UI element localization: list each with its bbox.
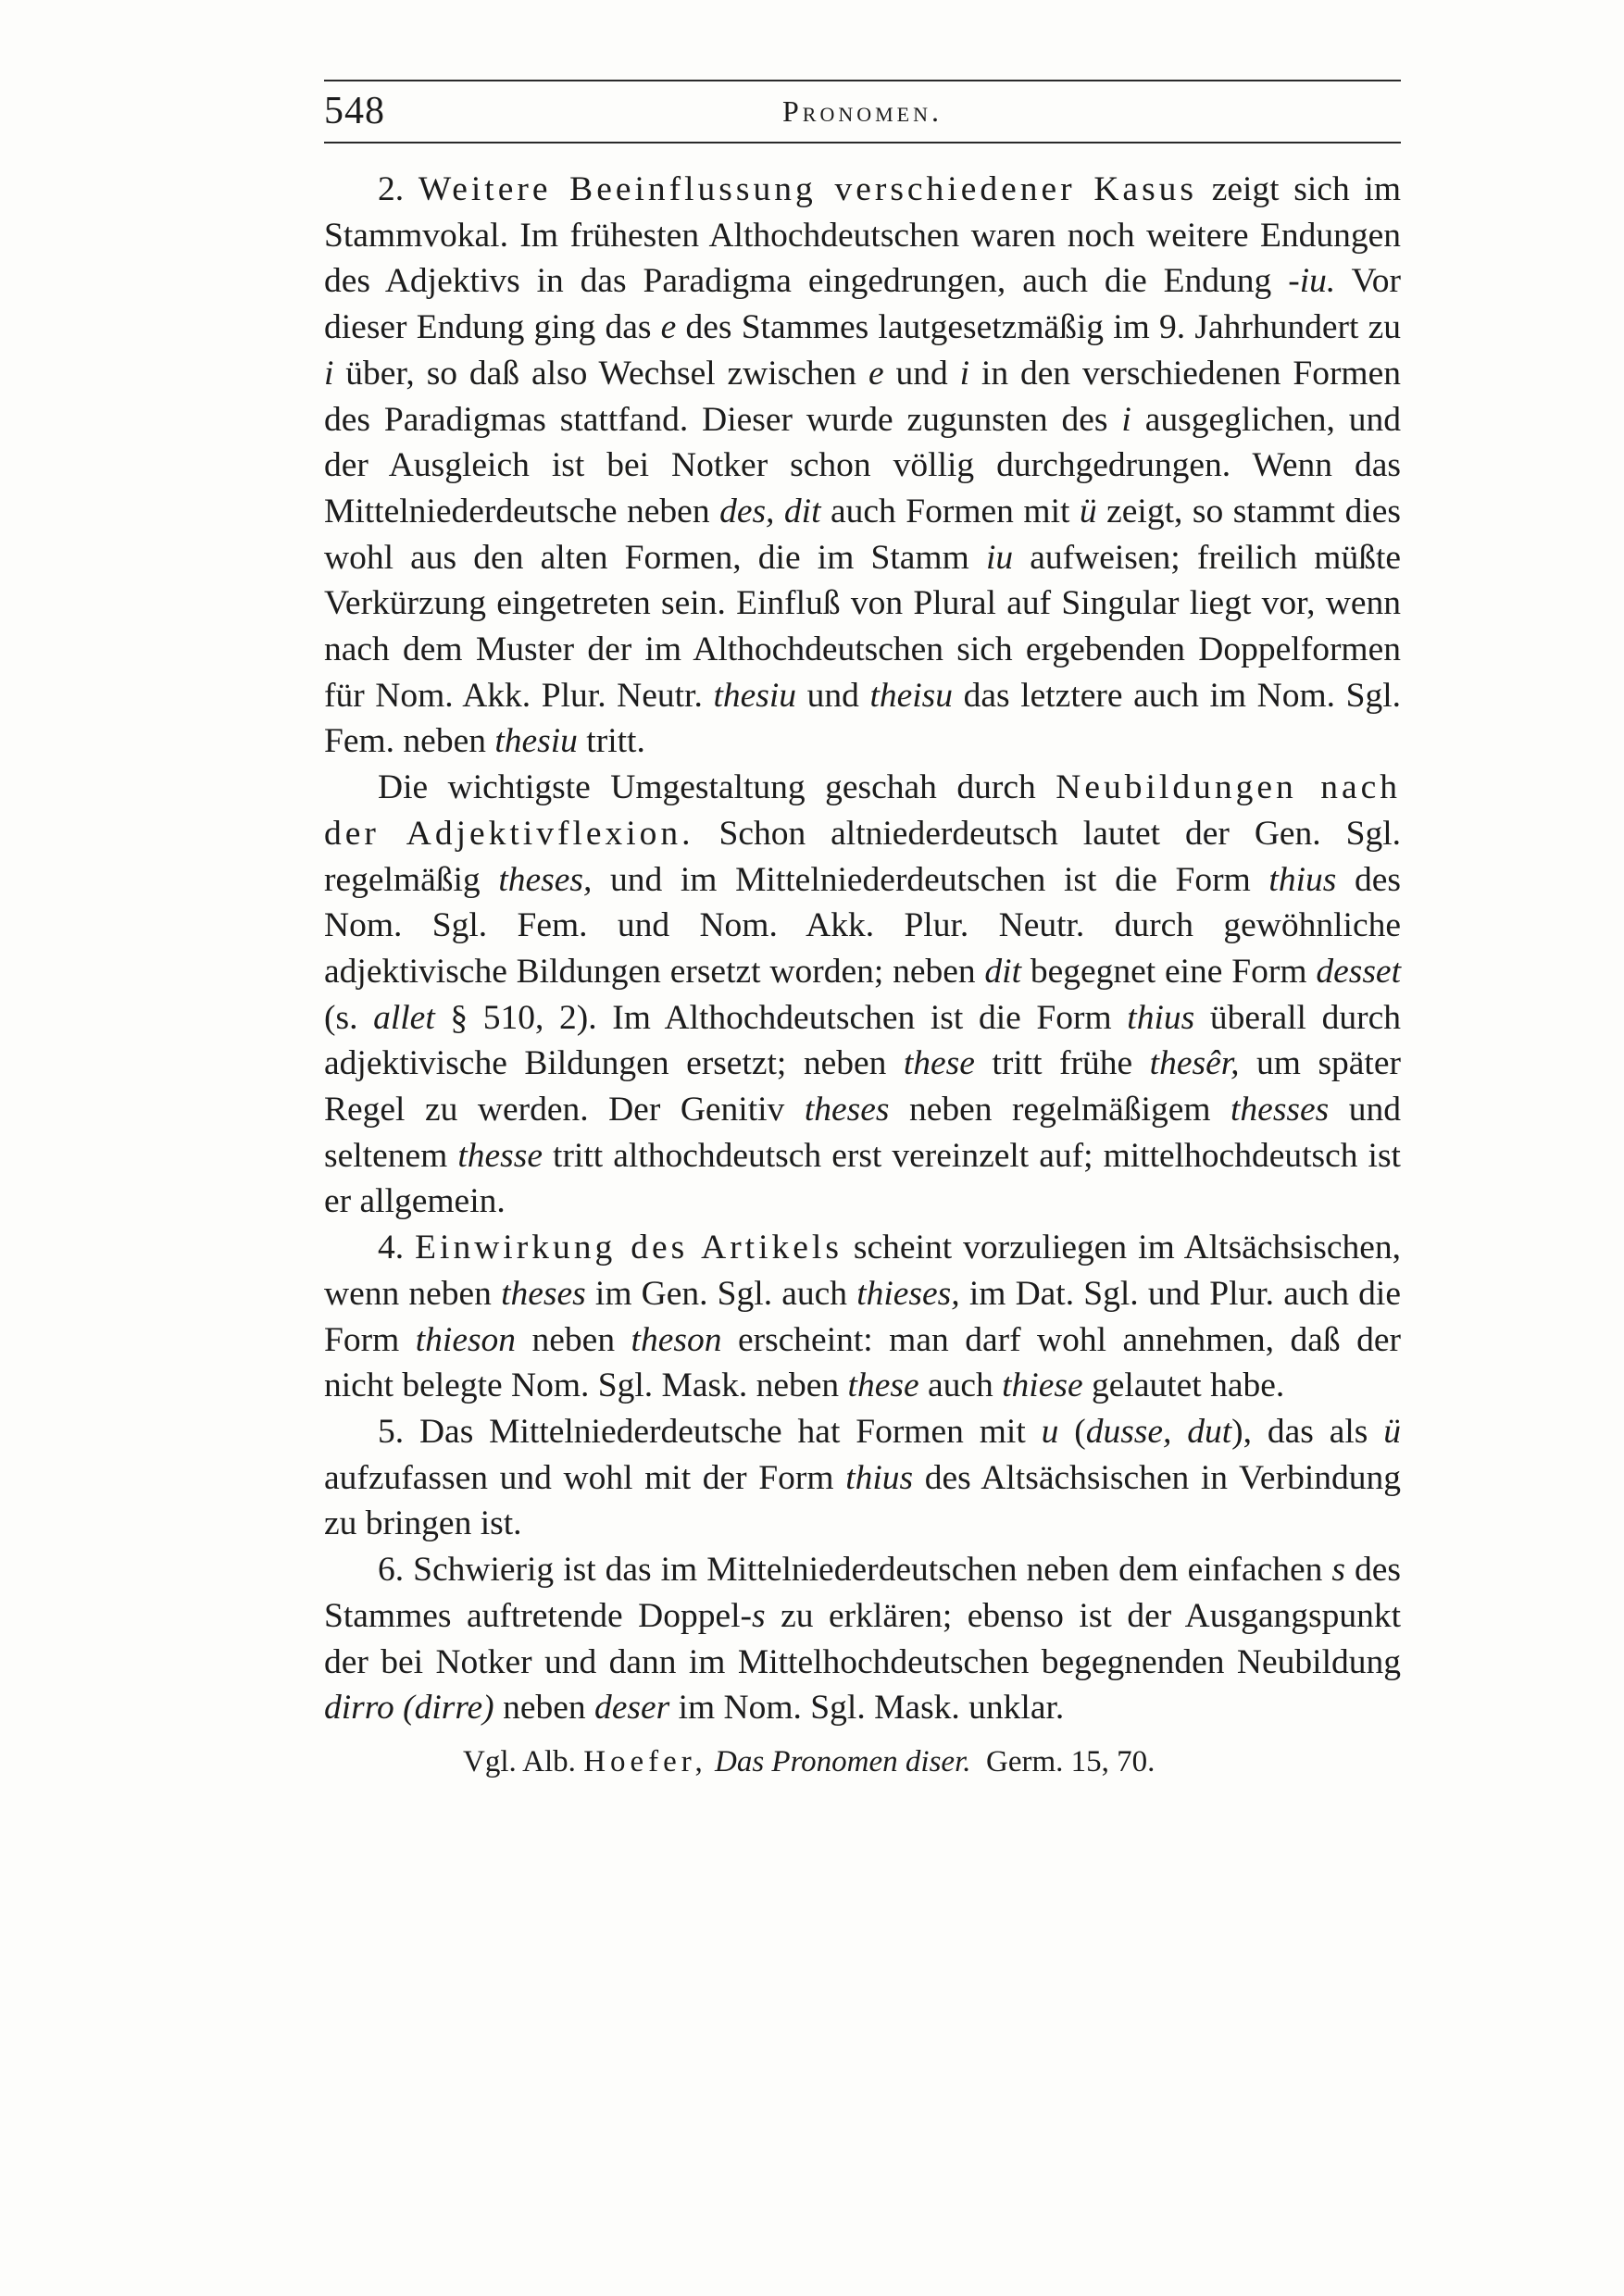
text-run: und xyxy=(796,676,870,715)
italic-term: ü xyxy=(1079,492,1097,530)
reference-note xyxy=(324,1741,1401,1783)
text-run: zeigt, so stammt dies wohl aus den alten Formen, die im Stamm xyxy=(324,492,1401,577)
text-run: (s. xyxy=(324,998,374,1037)
paragraph-4 xyxy=(324,1225,1401,1409)
text-run: überall durch adjektivische Bildungen ersetzt; neben xyxy=(324,998,1401,1083)
text-run: Vor dieser Endung ging das xyxy=(324,262,1401,347)
text-run: auch xyxy=(918,1366,1003,1405)
italic-term: thesiu xyxy=(713,676,797,715)
italic-term: i xyxy=(324,354,334,393)
italic-term: allet xyxy=(373,998,435,1037)
italic-term: these xyxy=(847,1366,919,1405)
text-run: aufweisen; freilich müßte Verkürzung eingetreten sein. Einfluß von Plural auf Singular liegt vor, wenn nach dem Muster der im Althochdeutschen sich ergebenden Doppelformen für Nom. Akk. Plur. Neutr. xyxy=(324,538,1402,715)
text-run: und xyxy=(883,354,960,393)
text-run: neben regelmäßigem xyxy=(889,1091,1231,1129)
text-run: in den verschiedenen Formen des Paradigmas stattfand. Dieser wurde zugunsten des xyxy=(324,354,1401,439)
text-run: ( xyxy=(1058,1412,1086,1451)
text-run: § 510, 2). Im Althochdeutschen ist die Form xyxy=(434,998,1128,1037)
running-title: Pronomen. xyxy=(781,94,943,128)
italic-term: theses xyxy=(804,1091,890,1129)
text-run: das letztere auch im Nom. Sgl. Fem. neben xyxy=(324,676,1402,761)
italic-term: i xyxy=(959,354,970,393)
italic-term: thieson xyxy=(415,1320,517,1359)
text-run: um später Regel zu werden. Der Genitiv xyxy=(324,1044,1401,1129)
italic-term: these xyxy=(903,1044,975,1083)
page-body xyxy=(324,167,1401,1783)
italic-term: thiese xyxy=(1002,1366,1083,1405)
italic-term: s xyxy=(752,1596,766,1635)
text-run: erscheint: man darf wohl annehmen, daß der nicht belegte Nom. Sgl. Mask. neben xyxy=(324,1320,1401,1405)
text-run: neben xyxy=(516,1320,631,1359)
italic-term: e xyxy=(868,354,884,393)
italic-term: thesse xyxy=(457,1136,543,1175)
spaced-heading: Weitere Beeinflussung verschiedener Kasus xyxy=(418,170,1198,208)
italic-term: theses, xyxy=(498,860,593,899)
page-number: 548 xyxy=(324,90,385,132)
text-run: Das Mittelniederdeutsche hat Formen mit xyxy=(404,1412,1042,1451)
header-bottom-rule xyxy=(324,142,1401,144)
text-run: des Altsächsischen in Verbindung zu bringen ist. xyxy=(324,1458,1401,1543)
italic-term: thius xyxy=(1268,860,1337,899)
text-run: begegnet eine Form xyxy=(1021,952,1317,991)
text-run: ausgeglichen, und der Ausgleich ist bei Notker schon völlig durchgedrungen. Wenn das Mittelniederdeutsche neben xyxy=(324,400,1401,530)
text-run: im Nom. Sgl. Mask. unklar. xyxy=(669,1689,1065,1728)
text-run: zu erklären; ebenso ist der Ausgangspunkt der bei Notker und dann im Mittelhochdeutschen begegnenden Neubildung xyxy=(324,1596,1401,1681)
text-run: Schon altniederdeutsch lautet der Gen. Sgl. regelmäßig xyxy=(324,814,1401,899)
reference-author: Hoefer, xyxy=(583,1744,707,1778)
italic-term: u xyxy=(1041,1412,1059,1451)
italic-term: desset xyxy=(1316,952,1401,991)
text-run: im Gen. Sgl. auch xyxy=(585,1274,857,1313)
text-run: und seltenem xyxy=(324,1091,1402,1175)
text-run: scheint vorzuliegen im Altsächsischen, wenn neben xyxy=(324,1229,1401,1313)
text-run: im Dat. Sgl. und Plur. auch die Form xyxy=(324,1274,1401,1359)
italic-term: des, dit xyxy=(719,492,821,530)
italic-term: thius xyxy=(845,1458,914,1497)
italic-term: iu xyxy=(985,538,1014,577)
spaced-heading: Neubildungen nach der Adjektivflexion. xyxy=(324,768,1401,853)
text-run: gelautet habe. xyxy=(1082,1366,1285,1405)
paragraph-2 xyxy=(324,167,1401,765)
text-run: tritt frühe xyxy=(974,1044,1150,1083)
text-run: neben xyxy=(493,1689,594,1728)
italic-term: thesses xyxy=(1230,1091,1330,1129)
text-run: tritt. xyxy=(577,722,645,761)
paragraph-number: 6. xyxy=(378,1551,405,1590)
spaced-heading: Einwirkung des Artikels xyxy=(415,1229,843,1267)
header-top-rule xyxy=(324,80,1401,81)
paragraph-5 xyxy=(324,1409,1401,1547)
text-run: ), das als xyxy=(1231,1412,1384,1451)
italic-term: s xyxy=(1331,1551,1345,1590)
italic-term: e xyxy=(660,308,677,347)
text-run: Schwierig ist das im Mittelniederdeutschen neben dem einfachen xyxy=(404,1551,1332,1590)
italic-term: thesêr, xyxy=(1149,1044,1240,1083)
reference-prefix: Vgl. Alb. xyxy=(463,1744,584,1778)
italic-term: -iu. xyxy=(1288,262,1336,301)
text-run: des Nom. Sgl. Fem. und Nom. Akk. Plur. Neutr. durch gewöhnliche adjektivische Bildungen ersetzt worden; neben xyxy=(324,860,1401,991)
text-run: des Stammes lautgesetzmäßig im 9. Jahrhundert zu xyxy=(676,308,1401,347)
text-run: des Stammes auftretende Doppel- xyxy=(324,1551,1401,1635)
text-run: Die wichtigste Umgestaltung geschah durch xyxy=(378,768,1056,807)
italic-term: thesiu xyxy=(494,722,578,761)
italic-term: theisu xyxy=(869,676,954,715)
text-run: zeigt sich im Stammvokal. Im frühesten Althochdeutschen waren noch weitere Endungen des Adjektivs in das Paradigma eingedrungen, auch die Endung xyxy=(324,170,1401,301)
paragraph-number: 2. xyxy=(378,170,405,208)
paragraph-6 xyxy=(324,1547,1401,1731)
italic-term: ü xyxy=(1383,1412,1401,1451)
paragraph-number: 5. xyxy=(378,1412,405,1451)
italic-term: theson xyxy=(631,1320,722,1359)
italic-term: dirro (dirre) xyxy=(324,1689,494,1728)
italic-term: thius xyxy=(1127,998,1195,1037)
text-run: über, so daß also Wechsel zwischen xyxy=(333,354,868,393)
text-run: und im Mittelniederdeutschen ist die Form xyxy=(592,860,1269,899)
italic-term: deser xyxy=(593,1689,670,1728)
reference-title: Das Pronomen diser. xyxy=(714,1744,971,1778)
italic-term: i xyxy=(1121,400,1131,439)
text-run: tritt althochdeutsch erst vereinzelt auf; mittelhochdeutsch ist er allgemein. xyxy=(324,1136,1401,1221)
paragraph-number: 4. xyxy=(378,1229,405,1267)
text-run: auch Formen mit xyxy=(820,492,1080,530)
italic-term: dusse, dut xyxy=(1085,1412,1232,1451)
italic-term: thieses, xyxy=(856,1274,960,1313)
paragraph-3 xyxy=(324,765,1401,1225)
italic-term: dit xyxy=(984,952,1022,991)
italic-term: theses xyxy=(501,1274,586,1313)
reference-source: Germ. 15, 70. xyxy=(986,1744,1156,1778)
text-run: aufzufassen und wohl mit der Form xyxy=(324,1458,846,1497)
page-header xyxy=(324,85,1401,137)
